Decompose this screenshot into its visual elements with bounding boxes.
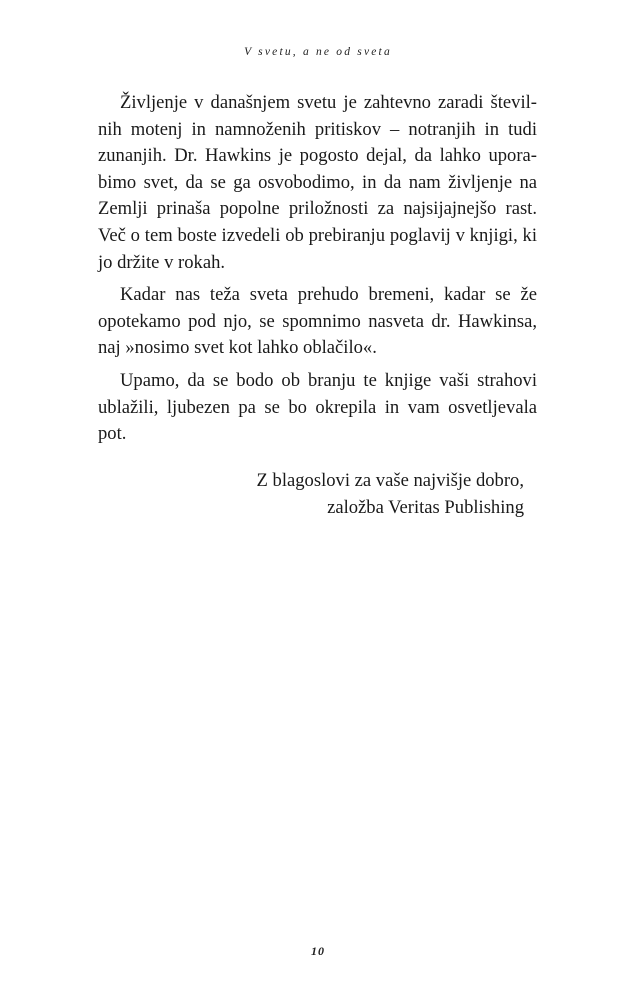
running-head: V svetu, a ne od sveta — [244, 46, 392, 58]
page-number: 10 — [311, 944, 325, 958]
signature-block — [98, 467, 524, 521]
signature-greeting: Z blagoslovi za vaše najvišje dobro, — [256, 470, 524, 491]
paragraph-3: Upamo, da se bodo ob branju te knjige vaši strahovi ublažili, ljubezen pa se bo okrepila in vam osvetljevala pot. — [98, 369, 537, 445]
body-text — [98, 90, 537, 448]
paragraph-2: Kadar nas teža sveta prehudo bremeni, kadar se že opotekamo pod njo, se spomnimo nasveta dr. Hawkinsa, naj »nosimo svet kot lahko oblačilo«. — [98, 284, 537, 359]
paragraph-1: Življenje v današnjem svetu je zahtevno zaradi številnih motenj in namnoženih pritiskov – notranjih in tudi zunanjih. Dr. Hawkins je pogosto dejal, da lahko uporabimo svet, da se ga osvobodimo, in da nam življenje na Zemlji prinaša popolne priložnosti za najsijajnejšo rast. Več o tem boste izvedeli ob prebiranju poglavij v knjigi, ki jo držite v rokah. — [98, 92, 537, 273]
signature-publisher: založba Veritas Publishing — [327, 497, 524, 518]
